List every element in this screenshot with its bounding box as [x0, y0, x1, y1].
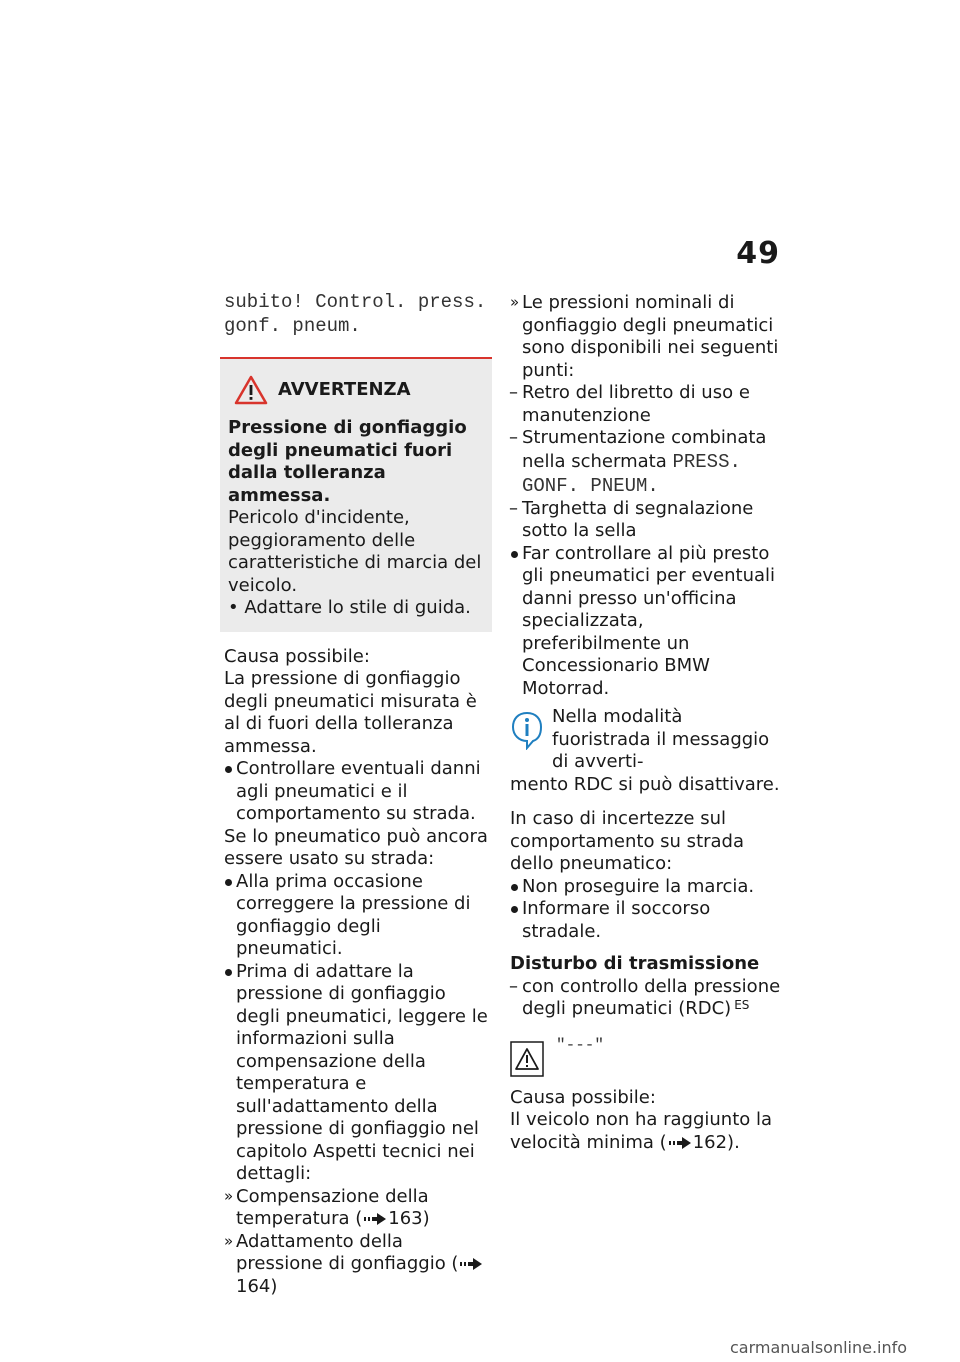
list-item: Far controllare al più presto gli pneumatici per eventuali danni presso un'officina specializzata, preferibilmente un Concessionario BMW Motorrad. — [522, 542, 776, 699]
list-item: con controllo della pressione degli pneumatici (RDC) $^{ES}$ — [522, 975, 781, 1019]
display-code-row — [510, 1033, 782, 1077]
list-item: Alla prima occasione correggere la pressione di gonfiaggio degli pneumatici. — [236, 870, 471, 959]
display-message: subito! Control. press. gonf. pneum. — [224, 291, 487, 337]
list-item: Prima di adattare la pressione di gonfiaggio degli pneumatici, leggere le informazioni sulla compensazione della temperatura e sull'adattamento della pressione di gonfiaggio nel capitolo Aspetti tecnici nei dettagli: — [236, 960, 488, 1184]
paragraph: In caso di incertezze sul comportamento su strada dello pneumatico: — [510, 808, 745, 874]
watermark: carmanualsonline.info — [730, 1338, 908, 1357]
list-item: Targhetta di segnalazione sotto la sella — [522, 497, 754, 541]
warning-headline: Pressione di gonfiaggio degli pneumatici fuori dalla tolleranza ammessa. — [228, 417, 467, 506]
info-text: mento RDC si può disattivare. — [510, 773, 780, 795]
superscript: ES — [734, 998, 750, 1012]
page-arrow-icon — [460, 1258, 482, 1270]
list-item: Informare il soccorso stradale. — [522, 898, 711, 942]
cross-reference[interactable]: Compensazione della temperatura ( 163) — [236, 1185, 430, 1229]
page-arrow-icon — [364, 1213, 386, 1225]
warning-header — [234, 375, 484, 405]
warning-box — [220, 357, 492, 632]
warning-action: • Adattare lo stile di guida. — [228, 597, 471, 618]
page-number: 49 — [736, 236, 780, 271]
warning-title: AVVERTENZA — [278, 378, 411, 400]
cause-text: Il veicolo non ha raggiunto la velocità minima ( 162). — [510, 1109, 773, 1153]
warning-body: Pericolo d'incidente, peggioramento delle caratteristiche di marcia del veicolo. — [228, 507, 482, 596]
list-item: Retro del libretto di uso e manutenzione — [522, 382, 750, 426]
page-arrow-icon — [669, 1137, 691, 1149]
info-text-indented: Nella modalità fuoristrada il messaggio di avverti- — [552, 706, 770, 772]
paragraph: Se lo pneumatico può ancora essere usato su strada: — [224, 825, 488, 869]
list-item: Controllare eventuali danni agli pneumatici e il comportamento su strada. — [236, 758, 481, 824]
warning-triangle-icon — [234, 375, 268, 405]
cause-label: Causa possibile: — [224, 645, 370, 667]
info-icon — [510, 710, 544, 750]
cause-text: La pressione di gonfiaggio degli pneumatici misurata è al di fuori della tolleranza ammessa. — [224, 668, 477, 757]
cause-label: Causa possibile: — [510, 1086, 656, 1108]
list-item: Non proseguire la marcia. — [522, 875, 755, 897]
section-title: Disturbo di trasmissione — [510, 953, 760, 974]
cross-reference: Le pressioni nominali di gonfiaggio degli pneumatici sono disponibili nei seguenti punti: — [522, 292, 779, 381]
right-column — [510, 292, 782, 1154]
display-screen-name: PRESS. GONF. PNEUM. — [522, 450, 741, 497]
left-column — [224, 290, 492, 1298]
warning-light-icon — [510, 1041, 544, 1077]
cross-reference[interactable]: Adattamento della pressione di gonfiaggio (164) — [224, 1231, 492, 1299]
info-note — [510, 706, 782, 796]
display-code: "---" — [556, 1035, 605, 1054]
list-item: Strumentazione combinata nella schermata PRESS. GONF. PNEUM. — [522, 427, 767, 497]
